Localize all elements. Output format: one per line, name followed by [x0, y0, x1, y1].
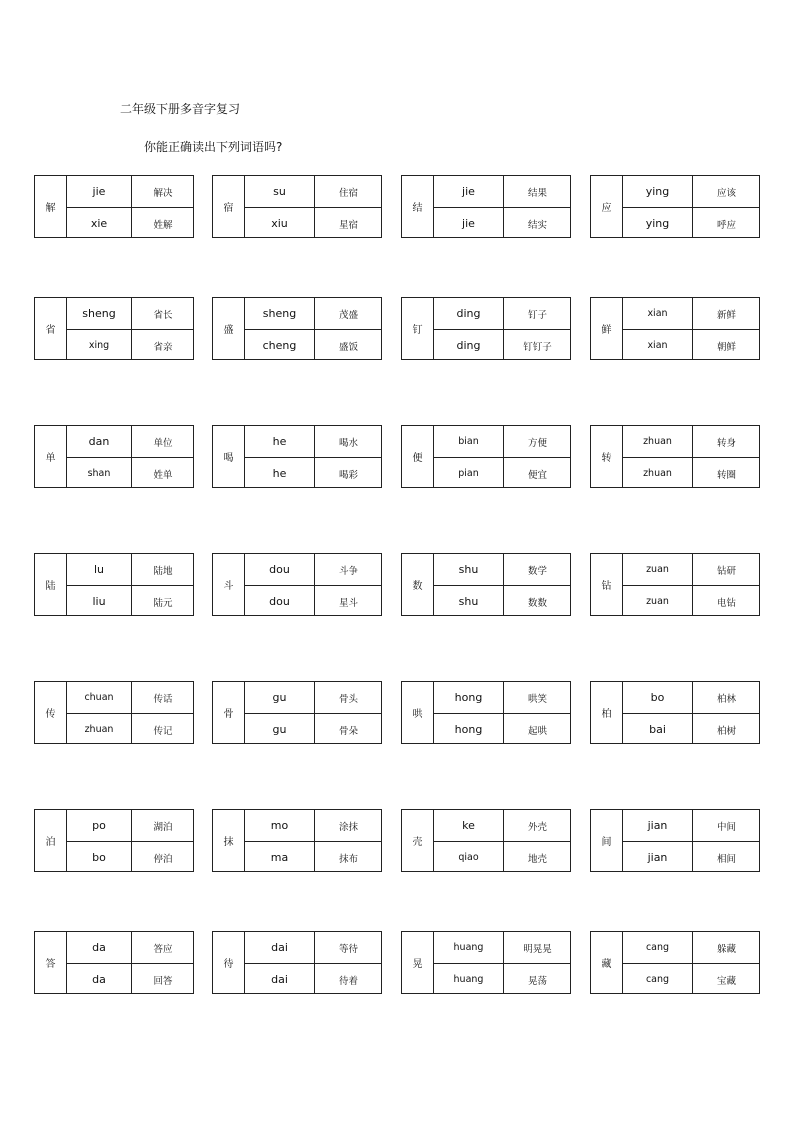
pinyin-cell: ying — [645, 185, 670, 198]
row-divider — [245, 585, 381, 586]
row-divider — [623, 713, 759, 714]
pinyin-cell: chuan — [84, 692, 114, 703]
word-cell: 传记 — [153, 725, 173, 737]
polyphone-card — [212, 931, 382, 994]
pinyin-cell: jian — [647, 851, 668, 864]
pinyin-cell: shu — [458, 595, 479, 608]
character-cell: 解 — [35, 176, 67, 237]
pinyin-cell: gu — [272, 691, 287, 704]
word-cell: 转圈 — [716, 469, 736, 481]
row-divider — [67, 457, 193, 458]
word-cell: 茂盛 — [338, 309, 358, 321]
word-cell: 钻研 — [716, 565, 736, 577]
word-cell: 湖泊 — [153, 821, 173, 833]
polyphone-card — [34, 681, 194, 744]
pinyin-cell: zhuan — [643, 468, 672, 479]
pinyin-cell: dai — [271, 941, 288, 954]
word-cell: 骨朵 — [338, 725, 358, 737]
row-divider — [623, 207, 759, 208]
row-divider — [434, 207, 570, 208]
polyphone-card — [590, 681, 760, 744]
word-cell: 等待 — [338, 943, 358, 955]
pinyin-cell: huang — [453, 942, 484, 953]
polyphone-card — [212, 809, 382, 872]
row-divider — [245, 963, 381, 964]
character-cell: 宿 — [213, 176, 245, 237]
pinyin-cell: hong — [454, 723, 483, 736]
word-cell: 朝鲜 — [716, 341, 736, 353]
pinyin-cell: dou — [269, 595, 290, 608]
polyphone-card — [401, 175, 571, 238]
character-cell: 斗 — [213, 554, 245, 615]
character-cell: 钻 — [591, 554, 623, 615]
pinyin-cell: huang — [453, 974, 484, 985]
character-cell: 钉 — [402, 298, 434, 359]
pinyin-cell: jie — [462, 217, 475, 230]
word-cell: 方便 — [527, 437, 547, 449]
pinyin-cell: su — [273, 185, 286, 198]
word-cell: 外壳 — [527, 821, 547, 833]
row-divider — [623, 585, 759, 586]
word-cell: 单位 — [153, 437, 173, 449]
character-cell: 待 — [213, 932, 245, 993]
pinyin-cell: da — [92, 973, 106, 986]
row-divider — [67, 585, 193, 586]
polyphone-card — [212, 553, 382, 616]
pinyin-cell: bo — [650, 691, 665, 704]
polyphone-card — [401, 425, 571, 488]
polyphone-card — [34, 297, 194, 360]
pinyin-cell: pian — [458, 468, 479, 479]
row-divider — [434, 713, 570, 714]
word-cell: 哄笑 — [527, 693, 547, 705]
row-divider — [623, 457, 759, 458]
polyphone-card — [590, 809, 760, 872]
pinyin-cell: he — [272, 435, 287, 448]
pinyin-cell: xing — [88, 340, 110, 351]
page-subtitle: 你能正确读出下列词语吗? — [144, 140, 283, 154]
polyphone-card — [401, 681, 571, 744]
pinyin-cell: ding — [456, 307, 481, 320]
pinyin-cell: ding — [456, 339, 481, 352]
polyphone-card — [34, 425, 194, 488]
word-cell: 起哄 — [527, 725, 547, 737]
word-cell: 回答 — [153, 975, 173, 987]
word-cell: 躲藏 — [716, 943, 736, 955]
character-cell: 答 — [35, 932, 67, 993]
polyphone-card — [590, 553, 760, 616]
word-cell: 传话 — [153, 693, 173, 705]
pinyin-cell: ying — [645, 217, 670, 230]
pinyin-cell: shan — [87, 468, 111, 479]
word-cell: 陆元 — [153, 597, 173, 609]
polyphone-card — [590, 175, 760, 238]
character-cell: 泊 — [35, 810, 67, 871]
word-cell: 骨头 — [338, 693, 358, 705]
pinyin-cell: lu — [93, 563, 105, 576]
word-cell: 待着 — [338, 975, 358, 987]
polyphone-card — [34, 175, 194, 238]
word-cell: 钉子 — [527, 309, 547, 321]
character-cell: 结 — [402, 176, 434, 237]
polyphone-card — [590, 931, 760, 994]
word-cell: 呼应 — [716, 219, 736, 231]
row-divider — [245, 457, 381, 458]
word-cell: 宝藏 — [716, 975, 736, 987]
pinyin-cell: jie — [462, 185, 475, 198]
polyphone-card — [212, 681, 382, 744]
word-cell: 抹布 — [338, 853, 358, 865]
word-cell: 喝彩 — [338, 469, 358, 481]
row-divider — [245, 841, 381, 842]
polyphone-card — [590, 425, 760, 488]
polyphone-card — [34, 553, 194, 616]
polyphone-card — [401, 553, 571, 616]
row-divider — [67, 841, 193, 842]
word-cell: 姓解 — [153, 219, 173, 231]
polyphone-card — [34, 931, 194, 994]
row-divider — [434, 841, 570, 842]
word-cell: 钉钉子 — [523, 341, 552, 353]
word-cell: 姓单 — [153, 469, 173, 481]
pinyin-cell: xie — [90, 217, 108, 230]
word-cell: 电钻 — [716, 597, 736, 609]
word-cell: 便宜 — [527, 469, 547, 481]
row-divider — [434, 585, 570, 586]
pinyin-cell: sheng — [82, 307, 116, 320]
pinyin-cell: liu — [92, 595, 106, 608]
character-cell: 晃 — [402, 932, 434, 993]
row-divider — [623, 841, 759, 842]
polyphone-card — [401, 809, 571, 872]
row-divider — [67, 329, 193, 330]
word-cell: 柏林 — [716, 693, 736, 705]
character-cell: 应 — [591, 176, 623, 237]
pinyin-cell: qiao — [458, 852, 479, 863]
pinyin-cell: ma — [270, 851, 289, 864]
word-cell: 晃荡 — [527, 975, 547, 987]
character-cell: 抹 — [213, 810, 245, 871]
polyphone-card — [212, 425, 382, 488]
pinyin-cell: he — [272, 467, 287, 480]
row-divider — [623, 963, 759, 964]
pinyin-cell: bai — [649, 723, 666, 736]
word-cell: 数学 — [527, 565, 547, 577]
row-divider — [623, 329, 759, 330]
pinyin-cell: shu — [458, 563, 479, 576]
word-cell: 地壳 — [527, 853, 547, 865]
row-divider — [67, 963, 193, 964]
character-cell: 哄 — [402, 682, 434, 743]
character-cell: 转 — [591, 426, 623, 487]
word-cell: 答应 — [153, 943, 173, 955]
word-cell: 新鲜 — [716, 309, 736, 321]
word-cell: 斗争 — [338, 565, 358, 577]
character-cell: 便 — [402, 426, 434, 487]
polyphone-card — [401, 297, 571, 360]
character-cell: 陆 — [35, 554, 67, 615]
word-cell: 星宿 — [338, 219, 358, 231]
word-cell: 应该 — [716, 187, 736, 199]
pinyin-cell: mo — [270, 819, 289, 832]
polyphone-card — [212, 297, 382, 360]
pinyin-cell: zhuan — [643, 436, 672, 447]
character-cell: 数 — [402, 554, 434, 615]
pinyin-cell: dai — [271, 973, 288, 986]
row-divider — [434, 329, 570, 330]
pinyin-cell: bo — [92, 851, 106, 864]
row-divider — [67, 713, 193, 714]
row-divider — [245, 713, 381, 714]
character-cell: 壳 — [402, 810, 434, 871]
pinyin-cell: jie — [92, 185, 106, 198]
word-cell: 喝水 — [338, 437, 358, 449]
character-cell: 骨 — [213, 682, 245, 743]
polyphone-card — [212, 175, 382, 238]
word-cell: 盛饭 — [338, 341, 358, 353]
polyphone-card — [590, 297, 760, 360]
character-cell: 省 — [35, 298, 67, 359]
page-title: 二年级下册多音字复习 — [120, 102, 241, 116]
pinyin-cell: xiu — [271, 217, 288, 230]
character-cell: 盛 — [213, 298, 245, 359]
pinyin-cell: dou — [269, 563, 290, 576]
row-divider — [434, 457, 570, 458]
character-cell: 柏 — [591, 682, 623, 743]
word-cell: 数数 — [527, 597, 547, 609]
polyphone-card — [401, 931, 571, 994]
character-cell: 传 — [35, 682, 67, 743]
character-cell: 单 — [35, 426, 67, 487]
character-cell: 间 — [591, 810, 623, 871]
character-cell: 藏 — [591, 932, 623, 993]
pinyin-cell: cang — [645, 974, 670, 985]
pinyin-cell: gu — [272, 723, 287, 736]
word-cell: 转身 — [716, 437, 736, 449]
pinyin-cell: cang — [645, 942, 670, 953]
word-cell: 涂抹 — [338, 821, 358, 833]
row-divider — [434, 963, 570, 964]
pinyin-cell: zuan — [646, 596, 669, 607]
word-cell: 停泊 — [153, 853, 173, 865]
pinyin-cell: xian — [647, 340, 668, 351]
pinyin-cell: po — [92, 819, 106, 832]
pinyin-cell: hong — [454, 691, 483, 704]
word-cell: 结果 — [527, 187, 547, 199]
pinyin-cell: zhuan — [84, 724, 114, 735]
pinyin-cell: xian — [647, 308, 668, 319]
pinyin-cell: zuan — [646, 564, 669, 575]
pinyin-cell: cheng — [262, 339, 297, 352]
row-divider — [245, 329, 381, 330]
word-cell: 陆地 — [153, 565, 173, 577]
word-cell: 结实 — [527, 219, 547, 231]
pinyin-cell: dan — [88, 435, 110, 448]
word-cell: 省亲 — [153, 341, 173, 353]
pinyin-cell: bian — [458, 436, 479, 447]
word-cell: 明晃晃 — [523, 943, 552, 955]
word-cell: 相间 — [716, 853, 736, 865]
word-cell: 中间 — [716, 821, 736, 833]
polyphone-card — [34, 809, 194, 872]
pinyin-cell: sheng — [262, 307, 297, 320]
word-cell: 省长 — [153, 309, 173, 321]
pinyin-cell: ke — [462, 819, 475, 832]
row-divider — [67, 207, 193, 208]
character-cell: 鲜 — [591, 298, 623, 359]
word-cell: 解决 — [153, 187, 173, 199]
character-cell: 喝 — [213, 426, 245, 487]
word-cell: 星斗 — [338, 597, 358, 609]
row-divider — [245, 207, 381, 208]
word-cell: 住宿 — [338, 187, 358, 199]
pinyin-cell: da — [92, 941, 106, 954]
word-cell: 柏树 — [716, 725, 736, 737]
pinyin-cell: jian — [647, 819, 668, 832]
